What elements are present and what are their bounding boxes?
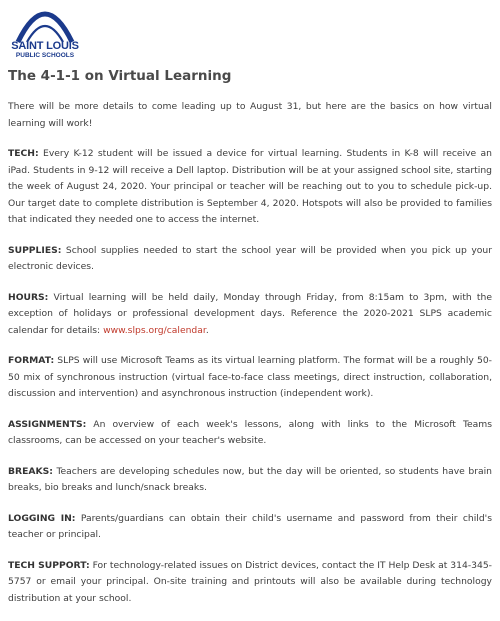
supplies-label: SUPPLIES:: [8, 244, 62, 256]
logging-in-label: LOGGING IN:: [8, 512, 76, 524]
breaks-label: BREAKS:: [8, 465, 53, 477]
hours-paragraph: [8, 290, 492, 340]
tech-support-paragraph: [8, 558, 492, 608]
hours-text: Virtual learning will be held daily, Monday through Friday, from 8:15am to 3pm, with the exception of holidays or professional development days. Reference the 2020-2021 SLPS academic calendar for details:: [8, 291, 492, 336]
logo-name-line1: SAINT LOUIS: [11, 40, 79, 52]
format-paragraph: [8, 353, 492, 403]
slps-logo: [8, 4, 82, 62]
format-text: SLPS will use Microsoft Teams as its virtual learning platform. The format will be a roughly 50-50 mix of synchronous instruction (virtual face-to-face class meetings, direct instruction, collaboration, discussion and intervention) and asynchronous instruction (independent work).: [8, 355, 492, 399]
calendar-link[interactable]: www.slps.org/calendar: [103, 324, 206, 336]
supplies-text: School supplies needed to start the school year will be provided when you pick up your electronic devices.: [8, 244, 492, 272]
format-label: FORMAT:: [8, 355, 55, 366]
article-body: [8, 99, 492, 621]
assignments-label: ASSIGNMENTS:: [8, 418, 87, 430]
logging-in-text: Parents/guardians can obtain their child's username and password from their child's teacher or principal.: [8, 512, 492, 540]
hours-text-end: .: [205, 324, 209, 336]
breaks-paragraph: [8, 464, 492, 497]
intro-paragraph: There will be more details to come leading up to August 31, but here are the basics on how virtual learning will work!: [8, 101, 492, 129]
gateway-arch-icon: [8, 4, 82, 44]
assignments-paragraph: [8, 417, 492, 450]
tech-paragraph: [8, 146, 492, 229]
tech-support-text: For technology-related issues on District devices, contact the IT Help Desk at 314-345-5757 or email your principal. On-site training and printouts will also be available during technology distribution at your school.: [8, 559, 492, 604]
tech-support-label: TECH SUPPORT:: [8, 559, 90, 571]
assignments-text: An overview of each week's lessons, along with links to the Microsoft Teams classrooms, can be accessed on your teacher's website.: [8, 418, 493, 446]
logging-in-paragraph: [8, 511, 492, 544]
tech-text: Every K-12 student will be issued a device for virtual learning. Students in K-8 will receive an iPad. Students in 9-12 will receive a Dell laptop. Distribution will be at your assigned school site, starting the week of August 24, 2020. Your principal or teacher will be reaching out to you to schedule pick-up. Our target date to complete distribution is September 4, 2020. Hotspots will also be provided to families that indicated they needed one to access the internet.: [8, 148, 493, 225]
supplies-paragraph: [8, 243, 492, 276]
tech-label: TECH:: [8, 148, 39, 159]
logo-name-line2: PUBLIC SCHOOLS: [15, 52, 75, 59]
breaks-text: Teachers are developing schedules now, but the day will be oriented, so students have brain breaks, bio breaks and lunch/snack breaks.: [8, 465, 492, 493]
page-title: The 4-1-1 on Virtual Learning: [8, 68, 232, 84]
hours-label: HOURS:: [8, 291, 49, 303]
